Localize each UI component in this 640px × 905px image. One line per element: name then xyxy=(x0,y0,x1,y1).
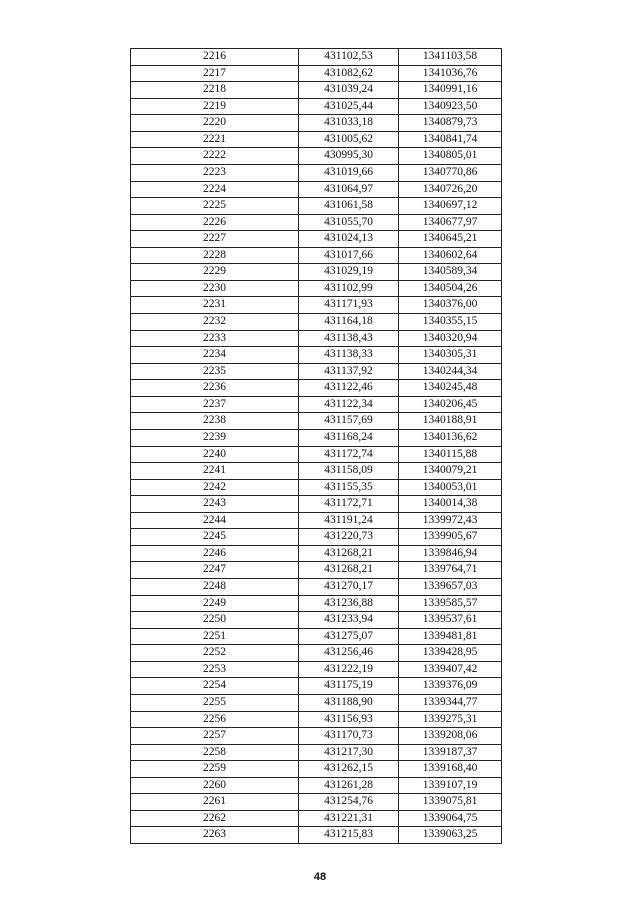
y-coordinate-cell: 1340079,21 xyxy=(399,463,502,480)
point-number-cell: 2240 xyxy=(131,446,299,463)
y-coordinate-cell: 1339344,77 xyxy=(399,694,502,711)
table-row xyxy=(131,711,502,728)
x-coordinate-cell: 431256,46 xyxy=(299,645,399,662)
y-coordinate-cell: 1339846,94 xyxy=(399,545,502,562)
point-number-cell: 2232 xyxy=(131,314,299,331)
y-coordinate-cell: 1339107,19 xyxy=(399,777,502,794)
point-number-cell: 2224 xyxy=(131,181,299,198)
point-number-cell: 2221 xyxy=(131,131,299,148)
point-number-cell: 2244 xyxy=(131,512,299,529)
x-coordinate-cell: 431064,97 xyxy=(299,181,399,198)
y-coordinate-cell: 1340244,34 xyxy=(399,363,502,380)
x-coordinate-cell: 431175,19 xyxy=(299,678,399,695)
table-row xyxy=(131,463,502,480)
x-coordinate-cell: 431222,19 xyxy=(299,661,399,678)
table-row xyxy=(131,413,502,430)
point-number-cell: 2248 xyxy=(131,579,299,596)
point-number-cell: 2216 xyxy=(131,49,299,66)
table-row xyxy=(131,280,502,297)
y-coordinate-cell: 1340014,38 xyxy=(399,496,502,513)
point-number-cell: 2251 xyxy=(131,628,299,645)
point-number-cell: 2226 xyxy=(131,214,299,231)
coordinates-table xyxy=(130,48,502,844)
x-coordinate-cell: 431275,07 xyxy=(299,628,399,645)
table-row xyxy=(131,512,502,529)
table-row xyxy=(131,247,502,264)
x-coordinate-cell: 431236,88 xyxy=(299,595,399,612)
x-coordinate-cell: 431005,62 xyxy=(299,131,399,148)
x-coordinate-cell: 431268,21 xyxy=(299,545,399,562)
table-row xyxy=(131,429,502,446)
x-coordinate-cell: 431215,83 xyxy=(299,827,399,844)
y-coordinate-cell: 1339537,61 xyxy=(399,612,502,629)
point-number-cell: 2239 xyxy=(131,429,299,446)
table-row xyxy=(131,810,502,827)
x-coordinate-cell: 431233,94 xyxy=(299,612,399,629)
point-number-cell: 2247 xyxy=(131,562,299,579)
y-coordinate-cell: 1339585,57 xyxy=(399,595,502,612)
point-number-cell: 2237 xyxy=(131,396,299,413)
table-row xyxy=(131,678,502,695)
x-coordinate-cell: 431061,58 xyxy=(299,198,399,215)
x-coordinate-cell: 431221,31 xyxy=(299,810,399,827)
y-coordinate-cell: 1340602,64 xyxy=(399,247,502,264)
y-coordinate-cell: 1340115,88 xyxy=(399,446,502,463)
point-number-cell: 2228 xyxy=(131,247,299,264)
table-row xyxy=(131,231,502,248)
table-row xyxy=(131,446,502,463)
point-number-cell: 2220 xyxy=(131,115,299,132)
point-number-cell: 2219 xyxy=(131,98,299,115)
y-coordinate-cell: 1339764,71 xyxy=(399,562,502,579)
table-row xyxy=(131,98,502,115)
y-coordinate-cell: 1340504,26 xyxy=(399,280,502,297)
y-coordinate-cell: 1339481,81 xyxy=(399,628,502,645)
y-coordinate-cell: 1340206,45 xyxy=(399,396,502,413)
y-coordinate-cell: 1340841,74 xyxy=(399,131,502,148)
point-number-cell: 2261 xyxy=(131,794,299,811)
page-number: 48 xyxy=(313,871,327,883)
x-coordinate-cell: 430995,30 xyxy=(299,148,399,165)
x-coordinate-cell: 431102,99 xyxy=(299,280,399,297)
table-row xyxy=(131,479,502,496)
table-row xyxy=(131,728,502,745)
y-coordinate-cell: 1340677,97 xyxy=(399,214,502,231)
table-row xyxy=(131,65,502,82)
y-coordinate-cell: 1340923,50 xyxy=(399,98,502,115)
point-number-cell: 2222 xyxy=(131,148,299,165)
table-row xyxy=(131,363,502,380)
table-row xyxy=(131,214,502,231)
y-coordinate-cell: 1341103,58 xyxy=(399,49,502,66)
table-row xyxy=(131,49,502,66)
x-coordinate-cell: 431171,93 xyxy=(299,297,399,314)
x-coordinate-cell: 431156,93 xyxy=(299,711,399,728)
table-row xyxy=(131,496,502,513)
point-number-cell: 2257 xyxy=(131,728,299,745)
point-number-cell: 2238 xyxy=(131,413,299,430)
y-coordinate-cell: 1339063,25 xyxy=(399,827,502,844)
x-coordinate-cell: 431262,15 xyxy=(299,761,399,778)
x-coordinate-cell: 431188,90 xyxy=(299,694,399,711)
point-number-cell: 2253 xyxy=(131,661,299,678)
table-row xyxy=(131,297,502,314)
x-coordinate-cell: 431254,76 xyxy=(299,794,399,811)
table-row xyxy=(131,694,502,711)
table-row xyxy=(131,264,502,281)
y-coordinate-cell: 1340376,00 xyxy=(399,297,502,314)
table-row xyxy=(131,198,502,215)
y-coordinate-cell: 1339168,40 xyxy=(399,761,502,778)
point-number-cell: 2258 xyxy=(131,744,299,761)
y-coordinate-cell: 1339905,67 xyxy=(399,529,502,546)
table-row xyxy=(131,612,502,629)
point-number-cell: 2230 xyxy=(131,280,299,297)
x-coordinate-cell: 431172,71 xyxy=(299,496,399,513)
x-coordinate-cell: 431039,24 xyxy=(299,82,399,99)
x-coordinate-cell: 431102,53 xyxy=(299,49,399,66)
y-coordinate-cell: 1339972,43 xyxy=(399,512,502,529)
table-row xyxy=(131,529,502,546)
point-number-cell: 2234 xyxy=(131,347,299,364)
table-row xyxy=(131,562,502,579)
y-coordinate-cell: 1339208,06 xyxy=(399,728,502,745)
x-coordinate-cell: 431170,73 xyxy=(299,728,399,745)
y-coordinate-cell: 1340726,20 xyxy=(399,181,502,198)
table-row xyxy=(131,744,502,761)
y-coordinate-cell: 1340136,62 xyxy=(399,429,502,446)
table-row xyxy=(131,347,502,364)
x-coordinate-cell: 431220,73 xyxy=(299,529,399,546)
x-coordinate-cell: 431268,21 xyxy=(299,562,399,579)
y-coordinate-cell: 1340320,94 xyxy=(399,330,502,347)
x-coordinate-cell: 431138,43 xyxy=(299,330,399,347)
point-number-cell: 2263 xyxy=(131,827,299,844)
y-coordinate-cell: 1340245,48 xyxy=(399,380,502,397)
point-number-cell: 2256 xyxy=(131,711,299,728)
x-coordinate-cell: 431137,92 xyxy=(299,363,399,380)
x-coordinate-cell: 431025,44 xyxy=(299,98,399,115)
table-row xyxy=(131,595,502,612)
point-number-cell: 2218 xyxy=(131,82,299,99)
table-row xyxy=(131,330,502,347)
y-coordinate-cell: 1340697,12 xyxy=(399,198,502,215)
x-coordinate-cell: 431191,24 xyxy=(299,512,399,529)
x-coordinate-cell: 431138,33 xyxy=(299,347,399,364)
y-coordinate-cell: 1339187,37 xyxy=(399,744,502,761)
table-row xyxy=(131,380,502,397)
point-number-cell: 2262 xyxy=(131,810,299,827)
y-coordinate-cell: 1340991,16 xyxy=(399,82,502,99)
x-coordinate-cell: 431017,66 xyxy=(299,247,399,264)
x-coordinate-cell: 431164,18 xyxy=(299,314,399,331)
x-coordinate-cell: 431029,19 xyxy=(299,264,399,281)
table-row xyxy=(131,115,502,132)
y-coordinate-cell: 1340589,34 xyxy=(399,264,502,281)
coordinates-table-body xyxy=(131,49,502,844)
table-row xyxy=(131,827,502,844)
x-coordinate-cell: 431157,69 xyxy=(299,413,399,430)
y-coordinate-cell: 1340355,15 xyxy=(399,314,502,331)
x-coordinate-cell: 431033,18 xyxy=(299,115,399,132)
table-row xyxy=(131,545,502,562)
point-number-cell: 2242 xyxy=(131,479,299,496)
y-coordinate-cell: 1340188,91 xyxy=(399,413,502,430)
point-number-cell: 2250 xyxy=(131,612,299,629)
point-number-cell: 2246 xyxy=(131,545,299,562)
point-number-cell: 2243 xyxy=(131,496,299,513)
x-coordinate-cell: 431261,28 xyxy=(299,777,399,794)
point-number-cell: 2254 xyxy=(131,678,299,695)
y-coordinate-cell: 1339064,75 xyxy=(399,810,502,827)
point-number-cell: 2259 xyxy=(131,761,299,778)
table-row xyxy=(131,661,502,678)
x-coordinate-cell: 431122,34 xyxy=(299,396,399,413)
y-coordinate-cell: 1339275,31 xyxy=(399,711,502,728)
y-coordinate-cell: 1339657,03 xyxy=(399,579,502,596)
x-coordinate-cell: 431155,35 xyxy=(299,479,399,496)
y-coordinate-cell: 1339376,09 xyxy=(399,678,502,695)
point-number-cell: 2227 xyxy=(131,231,299,248)
table-row xyxy=(131,645,502,662)
point-number-cell: 2229 xyxy=(131,264,299,281)
point-number-cell: 2231 xyxy=(131,297,299,314)
point-number-cell: 2223 xyxy=(131,164,299,181)
table-row xyxy=(131,579,502,596)
table-row xyxy=(131,628,502,645)
point-number-cell: 2255 xyxy=(131,694,299,711)
x-coordinate-cell: 431168,24 xyxy=(299,429,399,446)
x-coordinate-cell: 431019,66 xyxy=(299,164,399,181)
table-row xyxy=(131,181,502,198)
table-row xyxy=(131,82,502,99)
y-coordinate-cell: 1340053,01 xyxy=(399,479,502,496)
y-coordinate-cell: 1340879,73 xyxy=(399,115,502,132)
x-coordinate-cell: 431055,70 xyxy=(299,214,399,231)
point-number-cell: 2260 xyxy=(131,777,299,794)
x-coordinate-cell: 431122,46 xyxy=(299,380,399,397)
y-coordinate-cell: 1341036,76 xyxy=(399,65,502,82)
point-number-cell: 2236 xyxy=(131,380,299,397)
table-row xyxy=(131,148,502,165)
x-coordinate-cell: 431270,17 xyxy=(299,579,399,596)
point-number-cell: 2217 xyxy=(131,65,299,82)
point-number-cell: 2241 xyxy=(131,463,299,480)
y-coordinate-cell: 1340645,21 xyxy=(399,231,502,248)
y-coordinate-cell: 1339428,95 xyxy=(399,645,502,662)
table-row xyxy=(131,314,502,331)
y-coordinate-cell: 1340305,31 xyxy=(399,347,502,364)
point-number-cell: 2249 xyxy=(131,595,299,612)
table-row xyxy=(131,164,502,181)
table-row xyxy=(131,761,502,778)
x-coordinate-cell: 431172,74 xyxy=(299,446,399,463)
point-number-cell: 2252 xyxy=(131,645,299,662)
table-row xyxy=(131,777,502,794)
y-coordinate-cell: 1340770,86 xyxy=(399,164,502,181)
point-number-cell: 2245 xyxy=(131,529,299,546)
point-number-cell: 2233 xyxy=(131,330,299,347)
table-row xyxy=(131,396,502,413)
y-coordinate-cell: 1339407,42 xyxy=(399,661,502,678)
table-row xyxy=(131,131,502,148)
point-number-cell: 2235 xyxy=(131,363,299,380)
x-coordinate-cell: 431217,30 xyxy=(299,744,399,761)
x-coordinate-cell: 431158,09 xyxy=(299,463,399,480)
table-row xyxy=(131,794,502,811)
x-coordinate-cell: 431082,62 xyxy=(299,65,399,82)
x-coordinate-cell: 431024,13 xyxy=(299,231,399,248)
y-coordinate-cell: 1339075,81 xyxy=(399,794,502,811)
point-number-cell: 2225 xyxy=(131,198,299,215)
y-coordinate-cell: 1340805,01 xyxy=(399,148,502,165)
